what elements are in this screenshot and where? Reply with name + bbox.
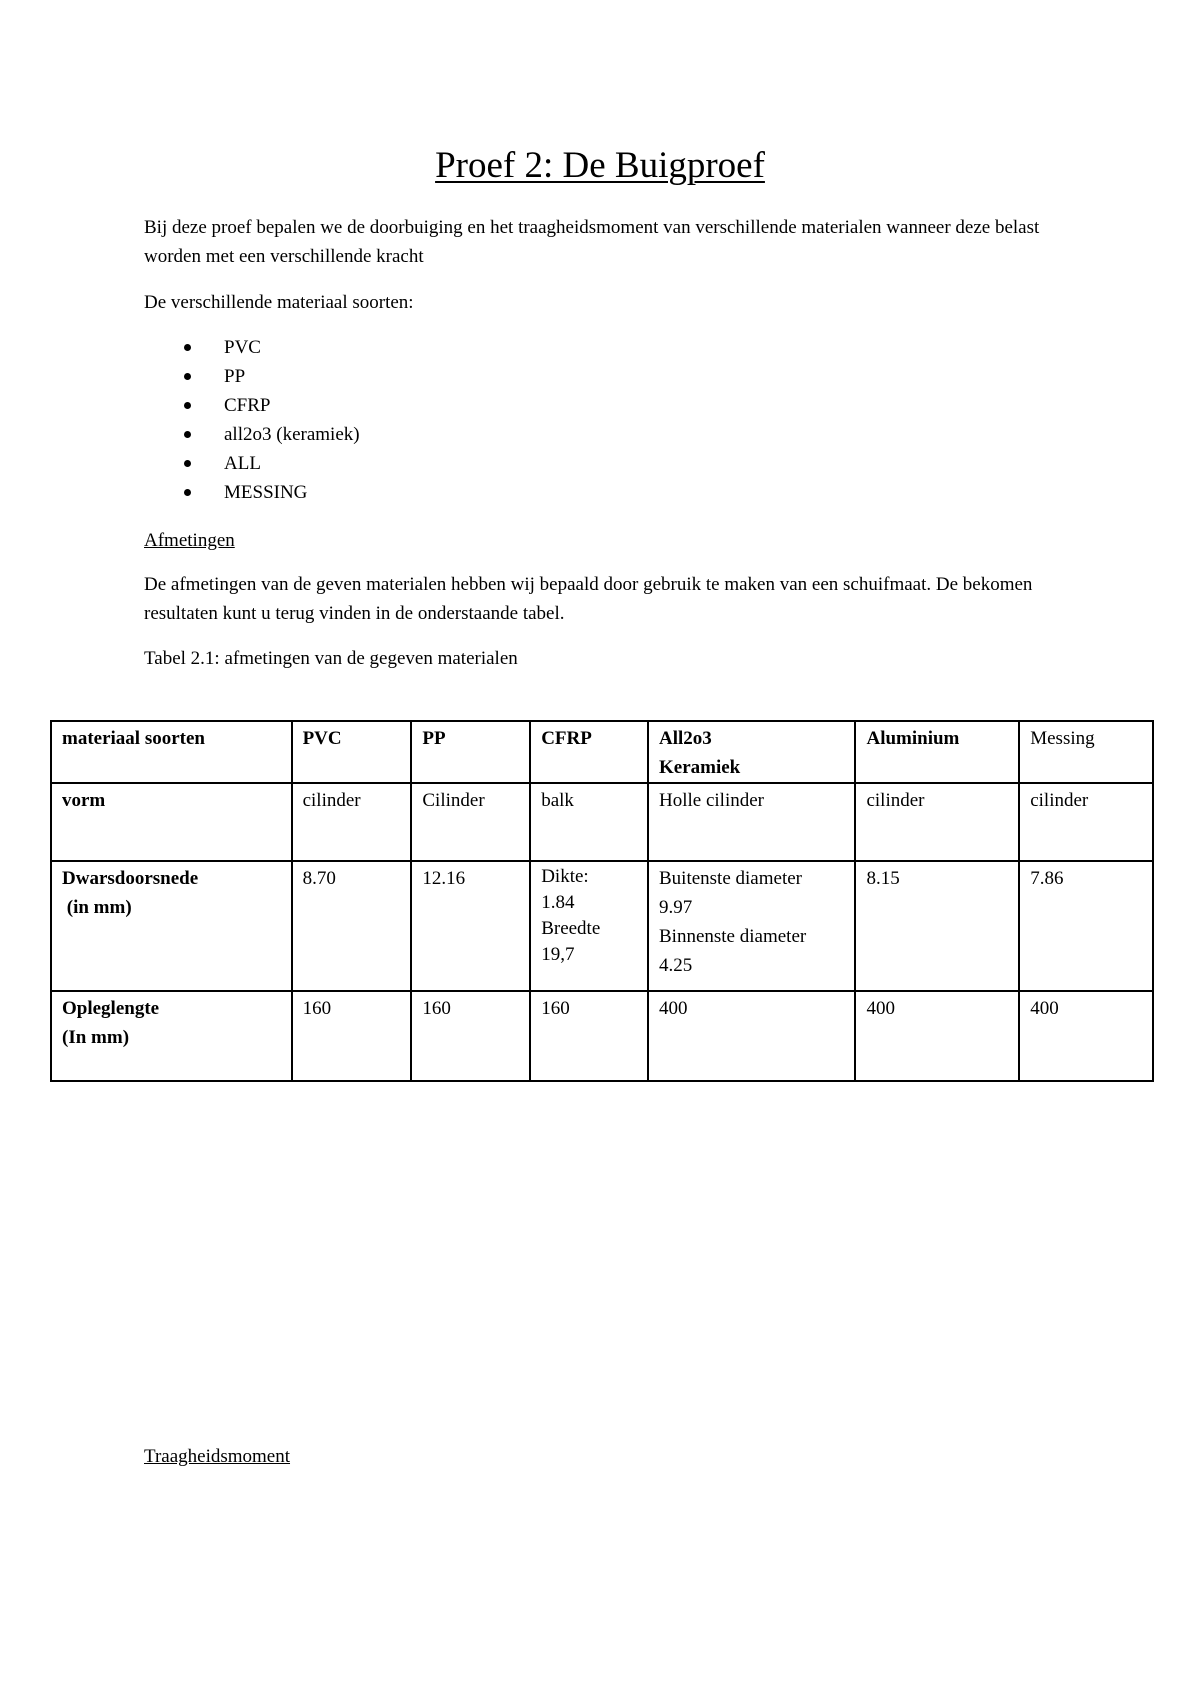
table-cell: 400 xyxy=(1019,991,1153,1081)
table-row xyxy=(51,991,1153,1081)
table-cell: Cilinder xyxy=(411,783,530,861)
header-label-cell: materiaal soorten xyxy=(51,721,292,783)
table-cell: Holle cilinder xyxy=(648,783,855,861)
bullet-icon xyxy=(184,373,191,380)
traagheidsmoment-heading: Traagheidsmoment xyxy=(144,1446,291,1467)
list-item: ALL xyxy=(184,449,360,478)
opleglengte-label-cell: Opleglengte (In mm) xyxy=(51,991,292,1081)
table-cell: 8.70 xyxy=(292,861,412,991)
table-cell: 400 xyxy=(855,991,1019,1081)
table-cell: 160 xyxy=(411,991,530,1081)
list-item: PVC xyxy=(184,333,360,362)
bullet-icon xyxy=(184,402,191,409)
list-item: PP xyxy=(184,362,360,391)
table-cell: 8.15 xyxy=(855,861,1019,991)
list-item: CFRP xyxy=(184,391,360,420)
afmetingen-paragraph: De afmetingen van de geven materialen hebben wij bepaald door gebruik te maken van een schuifmaat. De bekomen resultaten kunt u terug vinden in de onderstaande tabel. xyxy=(144,574,1033,624)
table-row xyxy=(51,861,1153,991)
page-title: Proef 2: De Buigproef xyxy=(435,145,765,186)
table-row xyxy=(51,721,1153,783)
material-list xyxy=(184,333,360,507)
table-cell: 160 xyxy=(530,991,648,1081)
vorm-label-cell: vorm xyxy=(51,783,292,861)
header-pp-cell: PP xyxy=(411,721,530,783)
table-cell: cilinder xyxy=(1019,783,1153,861)
list-item: all2o3 (keramiek) xyxy=(184,420,360,449)
table-cell: 160 xyxy=(292,991,412,1081)
table-cell: Buitenste diameter 9.97 Binnenste diameter 4.25 xyxy=(648,861,855,991)
table-cell: cilinder xyxy=(292,783,412,861)
table-cell: 12.16 xyxy=(411,861,530,991)
dimensions-table xyxy=(50,720,1154,1082)
header-messing-cell: Messing xyxy=(1019,721,1153,783)
dwarsdoorsnede-label-cell: Dwarsdoorsnede (in mm) xyxy=(51,861,292,991)
list-item: MESSING xyxy=(184,478,360,507)
bullet-icon xyxy=(184,344,191,351)
table-cell: 400 xyxy=(648,991,855,1081)
header-aluminium-cell: Aluminium xyxy=(855,721,1019,783)
table-row xyxy=(51,783,1153,861)
bullet-icon xyxy=(184,431,191,438)
table-cell: cilinder xyxy=(855,783,1019,861)
bullet-icon xyxy=(184,460,191,467)
header-pvc-cell: PVC xyxy=(292,721,412,783)
table-cell: Dikte: 1.84 Breedte 19,7 xyxy=(530,861,648,991)
table-caption: Tabel 2.1: afmetingen van de gegeven materialen xyxy=(144,648,518,669)
intro-paragraph: Bij deze proef bepalen we de doorbuiging en het traagheidsmoment van verschillende materialen wanneer deze belast worden met een verschillende kracht xyxy=(144,217,1040,267)
table-cell: balk xyxy=(530,783,648,861)
material-types-label: De verschillende materiaal soorten: xyxy=(144,292,414,313)
afmetingen-heading: Afmetingen xyxy=(144,530,235,551)
header-cfrp-cell: CFRP xyxy=(530,721,648,783)
header-al2o3-cell: All2o3 Keramiek xyxy=(648,721,855,783)
bullet-icon xyxy=(184,489,191,496)
table-cell: 7.86 xyxy=(1019,861,1153,991)
